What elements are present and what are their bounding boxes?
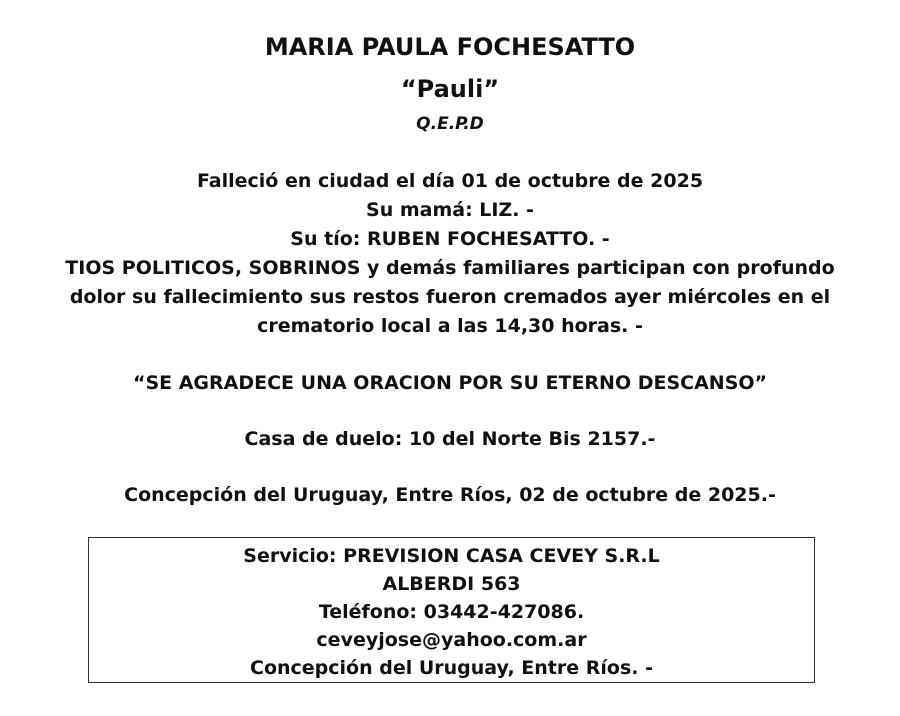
service-provider: Servicio: PREVISION CASA CEVEY S.R.L: [243, 545, 660, 567]
place-date-line: Concepción del Uruguay, Entre Ríos, 02 de octubre de 2025.-: [124, 484, 776, 506]
service-city: Concepción del Uruguay, Entre Ríos. -: [250, 657, 653, 679]
uncle-line: Su tío: RUBEN FOCHESATTO. -: [290, 228, 610, 250]
service-phone: Teléfono: 03442-427086.: [318, 601, 585, 623]
service-address: ALBERDI 563: [382, 573, 521, 595]
mourning-house: Casa de duelo: 10 del Norte Bis 2157.-: [244, 428, 656, 450]
prayer-request: “SE AGRADECE UNA ORACION POR SU ETERNO DESCANSO”: [132, 372, 768, 394]
death-date-line: Falleció en ciudad el día 01 de octubre de 2025: [196, 170, 704, 192]
relatives-line-3: crematorio local a las 14,30 horas. -: [257, 315, 643, 337]
mother-line: Su mamá: LIZ. -: [366, 199, 534, 221]
qepd-text: Q.E.P.D: [416, 114, 484, 134]
relatives-line-1: TIOS POLITICOS, SOBRINOS y demás familiares participan con profundo: [65, 257, 835, 279]
deceased-nickname: “Pauli”: [400, 75, 500, 103]
service-email: ceveyjose@yahoo.com.ar: [316, 629, 587, 651]
deceased-name: MARIA PAULA FOCHESATTO: [264, 33, 636, 61]
funeral-service-box: [88, 537, 815, 683]
relatives-line-2: dolor su fallecimiento sus restos fueron cremados ayer miércoles en el: [69, 286, 831, 308]
